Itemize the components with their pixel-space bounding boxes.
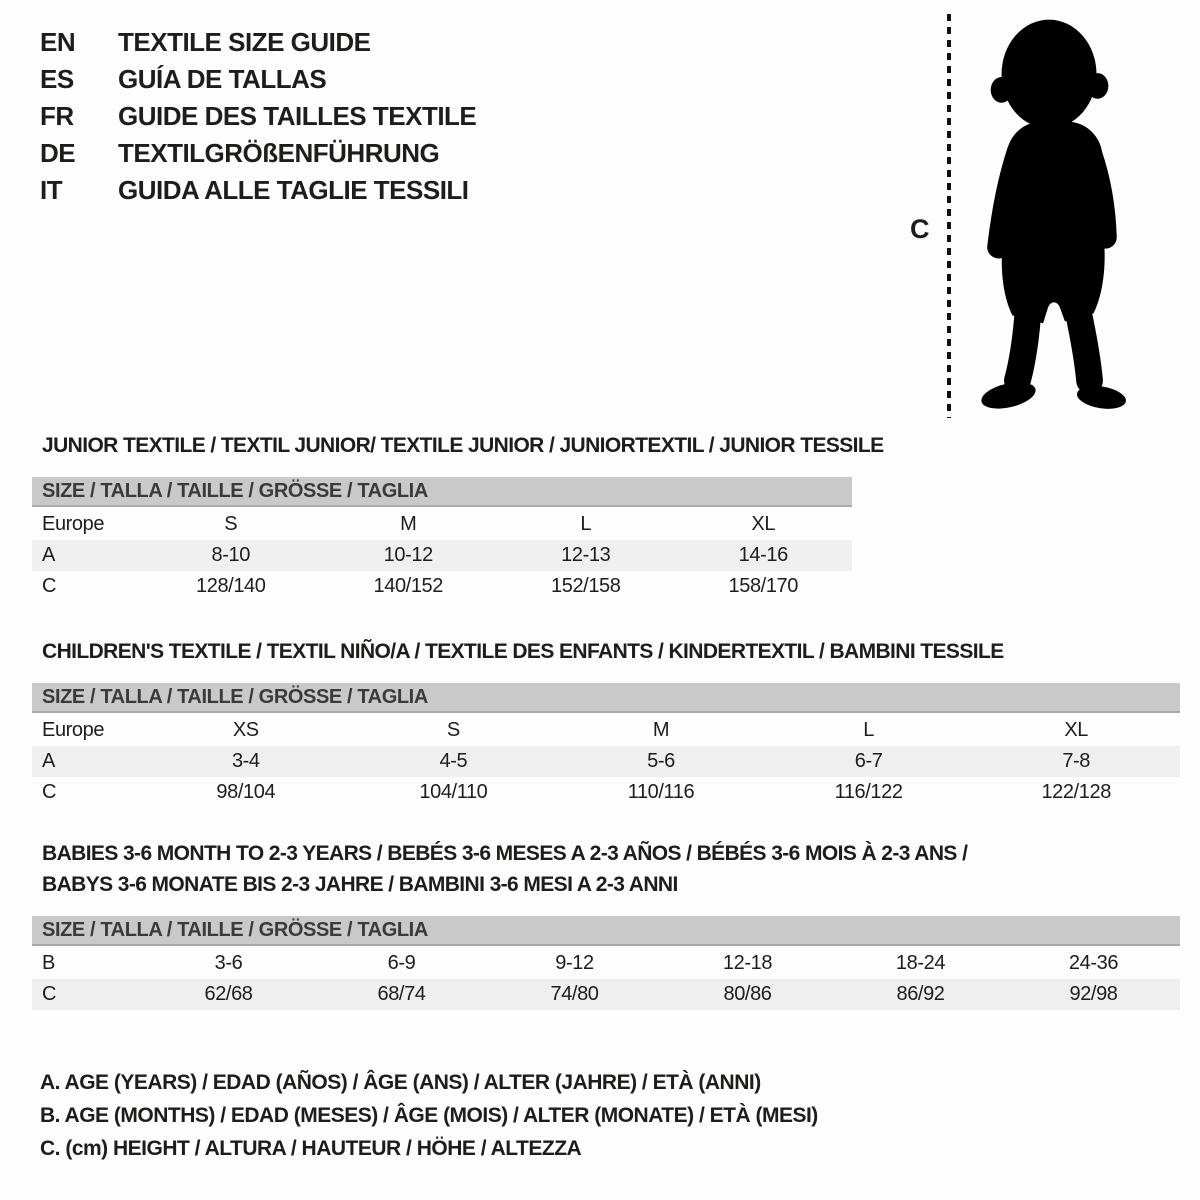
table-cell: 140/152 <box>373 575 443 597</box>
height-measure-label: C <box>910 214 930 244</box>
row-label: C <box>42 781 57 803</box>
guide-title: TEXTILGRÖßENFÜHRUNG <box>118 138 440 168</box>
table-cell: XL <box>1064 719 1089 741</box>
children-size-table <box>32 715 1180 808</box>
junior-size-table <box>32 509 852 602</box>
lang-row-fr <box>40 98 476 135</box>
table-cell: 122/128 <box>1041 781 1111 803</box>
table-cell: 3-4 <box>231 750 260 772</box>
table-cell: XS <box>232 719 259 741</box>
size-header-bar: SIZE / TALLA / TAILLE / GRÖSSE / TAGLIA <box>32 916 1180 946</box>
table-row <box>32 571 852 602</box>
table-cell: 110/116 <box>627 781 695 803</box>
row-label: B <box>42 952 55 974</box>
table-cell: 86/92 <box>896 983 945 1005</box>
table-cell: 12-13 <box>561 544 611 566</box>
row-label: Europe <box>42 719 105 741</box>
table-cell: XL <box>751 513 776 535</box>
table-row <box>32 777 1180 808</box>
section-title: CHILDREN'S TEXTILE / TEXTIL NIÑO/A / TEXTILE DES ENFANTS / KINDERTEXTIL / BAMBINI TESSILE <box>42 640 1004 663</box>
table-cell: 80/86 <box>723 983 772 1005</box>
table-cell: 14-16 <box>738 544 788 566</box>
guide-title: TEXTILE SIZE GUIDE <box>118 27 371 57</box>
table-cell: 8-10 <box>211 544 250 566</box>
section-babies-textile <box>32 840 1180 1010</box>
table-cell: 128/140 <box>196 575 266 597</box>
section-title: JUNIOR TEXTILE / TEXTIL JUNIOR/ TEXTILE JUNIOR / JUNIORTEXTIL / JUNIOR TESSILE <box>42 434 884 457</box>
table-row <box>32 540 852 571</box>
table-cell: 98/104 <box>216 781 276 803</box>
table-cell: 6-9 <box>387 952 416 974</box>
table-row <box>32 948 1180 979</box>
toddler-silhouette-icon <box>962 12 1140 414</box>
row-label: A <box>42 750 55 772</box>
lang-row-en <box>40 24 476 61</box>
table-cell: L <box>863 719 874 741</box>
lang-row-de <box>40 135 476 172</box>
lang-row-es <box>40 61 476 98</box>
lang-code: ES <box>40 64 74 94</box>
section-title-line2: BABYS 3-6 MONATE BIS 2-3 JAHRE / BAMBINI 3-6 MESI A 2-3 ANNI <box>42 873 678 896</box>
row-label: Europe <box>42 513 105 535</box>
row-label: A <box>42 544 55 566</box>
table-cell: 12-18 <box>722 952 773 974</box>
table-cell: 4-5 <box>439 750 468 772</box>
table-cell: 152/158 <box>551 575 621 597</box>
lang-code: EN <box>40 27 76 57</box>
table-cell: 68/74 <box>377 983 426 1005</box>
lang-row-it <box>40 172 476 209</box>
lang-code: IT <box>40 175 63 205</box>
footnote-age-years: A. AGE (YEARS) / EDAD (AÑOS) / ÂGE (ANS) / ALTER (JAHRE) / ETÀ (ANNI) <box>40 1071 761 1094</box>
babies-size-table <box>32 948 1180 1010</box>
table-row <box>32 979 1180 1010</box>
table-cell: S <box>446 719 460 741</box>
section-junior-textile <box>32 432 884 602</box>
table-cell: S <box>224 513 238 535</box>
section-title-line1: BABIES 3-6 MONTH TO 2-3 YEARS / BEBÉS 3-6 MESES A 2-3 AÑOS / BÉBÉS 3-6 MOIS À 2-3 ANS / <box>42 842 968 865</box>
footnotes <box>40 1066 818 1165</box>
table-cell: 74/80 <box>550 983 599 1005</box>
language-title-list <box>40 24 476 209</box>
table-cell: 10-12 <box>383 544 433 566</box>
table-cell: 9-12 <box>555 952 594 974</box>
table-cell: M <box>400 513 417 535</box>
table-row <box>32 715 1180 746</box>
table-cell: 6-7 <box>854 750 883 772</box>
table-cell: 24-36 <box>1068 952 1119 974</box>
guide-title: GUIDA ALLE TAGLIE TESSILI <box>118 175 469 205</box>
table-cell: 7-8 <box>1062 750 1091 772</box>
table-cell: 18-24 <box>895 952 946 974</box>
table-cell: L <box>580 513 592 535</box>
table-cell: 104/110 <box>419 781 488 803</box>
footnote-height-cm: C. (cm) HEIGHT / ALTURA / HAUTEUR / HÖHE / ALTEZZA <box>40 1137 582 1160</box>
guide-title: GUÍA DE TALLAS <box>118 64 327 94</box>
table-row <box>32 746 1180 777</box>
table-cell: 3-6 <box>214 952 243 974</box>
guide-title: GUIDE DES TAILLES TEXTILE <box>118 101 477 131</box>
table-cell: 5-6 <box>647 750 675 772</box>
footnote-age-months: B. AGE (MONTHS) / EDAD (MESES) / ÂGE (MOIS) / ALTER (MONATE) / ETÀ (MESI) <box>40 1104 818 1127</box>
table-cell: 92/98 <box>1069 983 1118 1005</box>
table-cell: 158/170 <box>728 575 798 597</box>
lang-code: DE <box>40 138 76 168</box>
lang-code: FR <box>40 101 74 131</box>
table-cell: 62/68 <box>204 983 253 1005</box>
row-label: C <box>42 575 57 597</box>
section-children-textile <box>32 638 1180 808</box>
size-header-bar: SIZE / TALLA / TAILLE / GRÖSSE / TAGLIA <box>32 683 1180 713</box>
table-cell: M <box>652 719 670 741</box>
height-measure-dashed-line <box>947 14 951 418</box>
row-label: C <box>42 983 57 1005</box>
table-row <box>32 509 852 540</box>
table-cell: 116/122 <box>834 781 903 803</box>
size-header-bar: SIZE / TALLA / TAILLE / GRÖSSE / TAGLIA <box>32 477 852 507</box>
